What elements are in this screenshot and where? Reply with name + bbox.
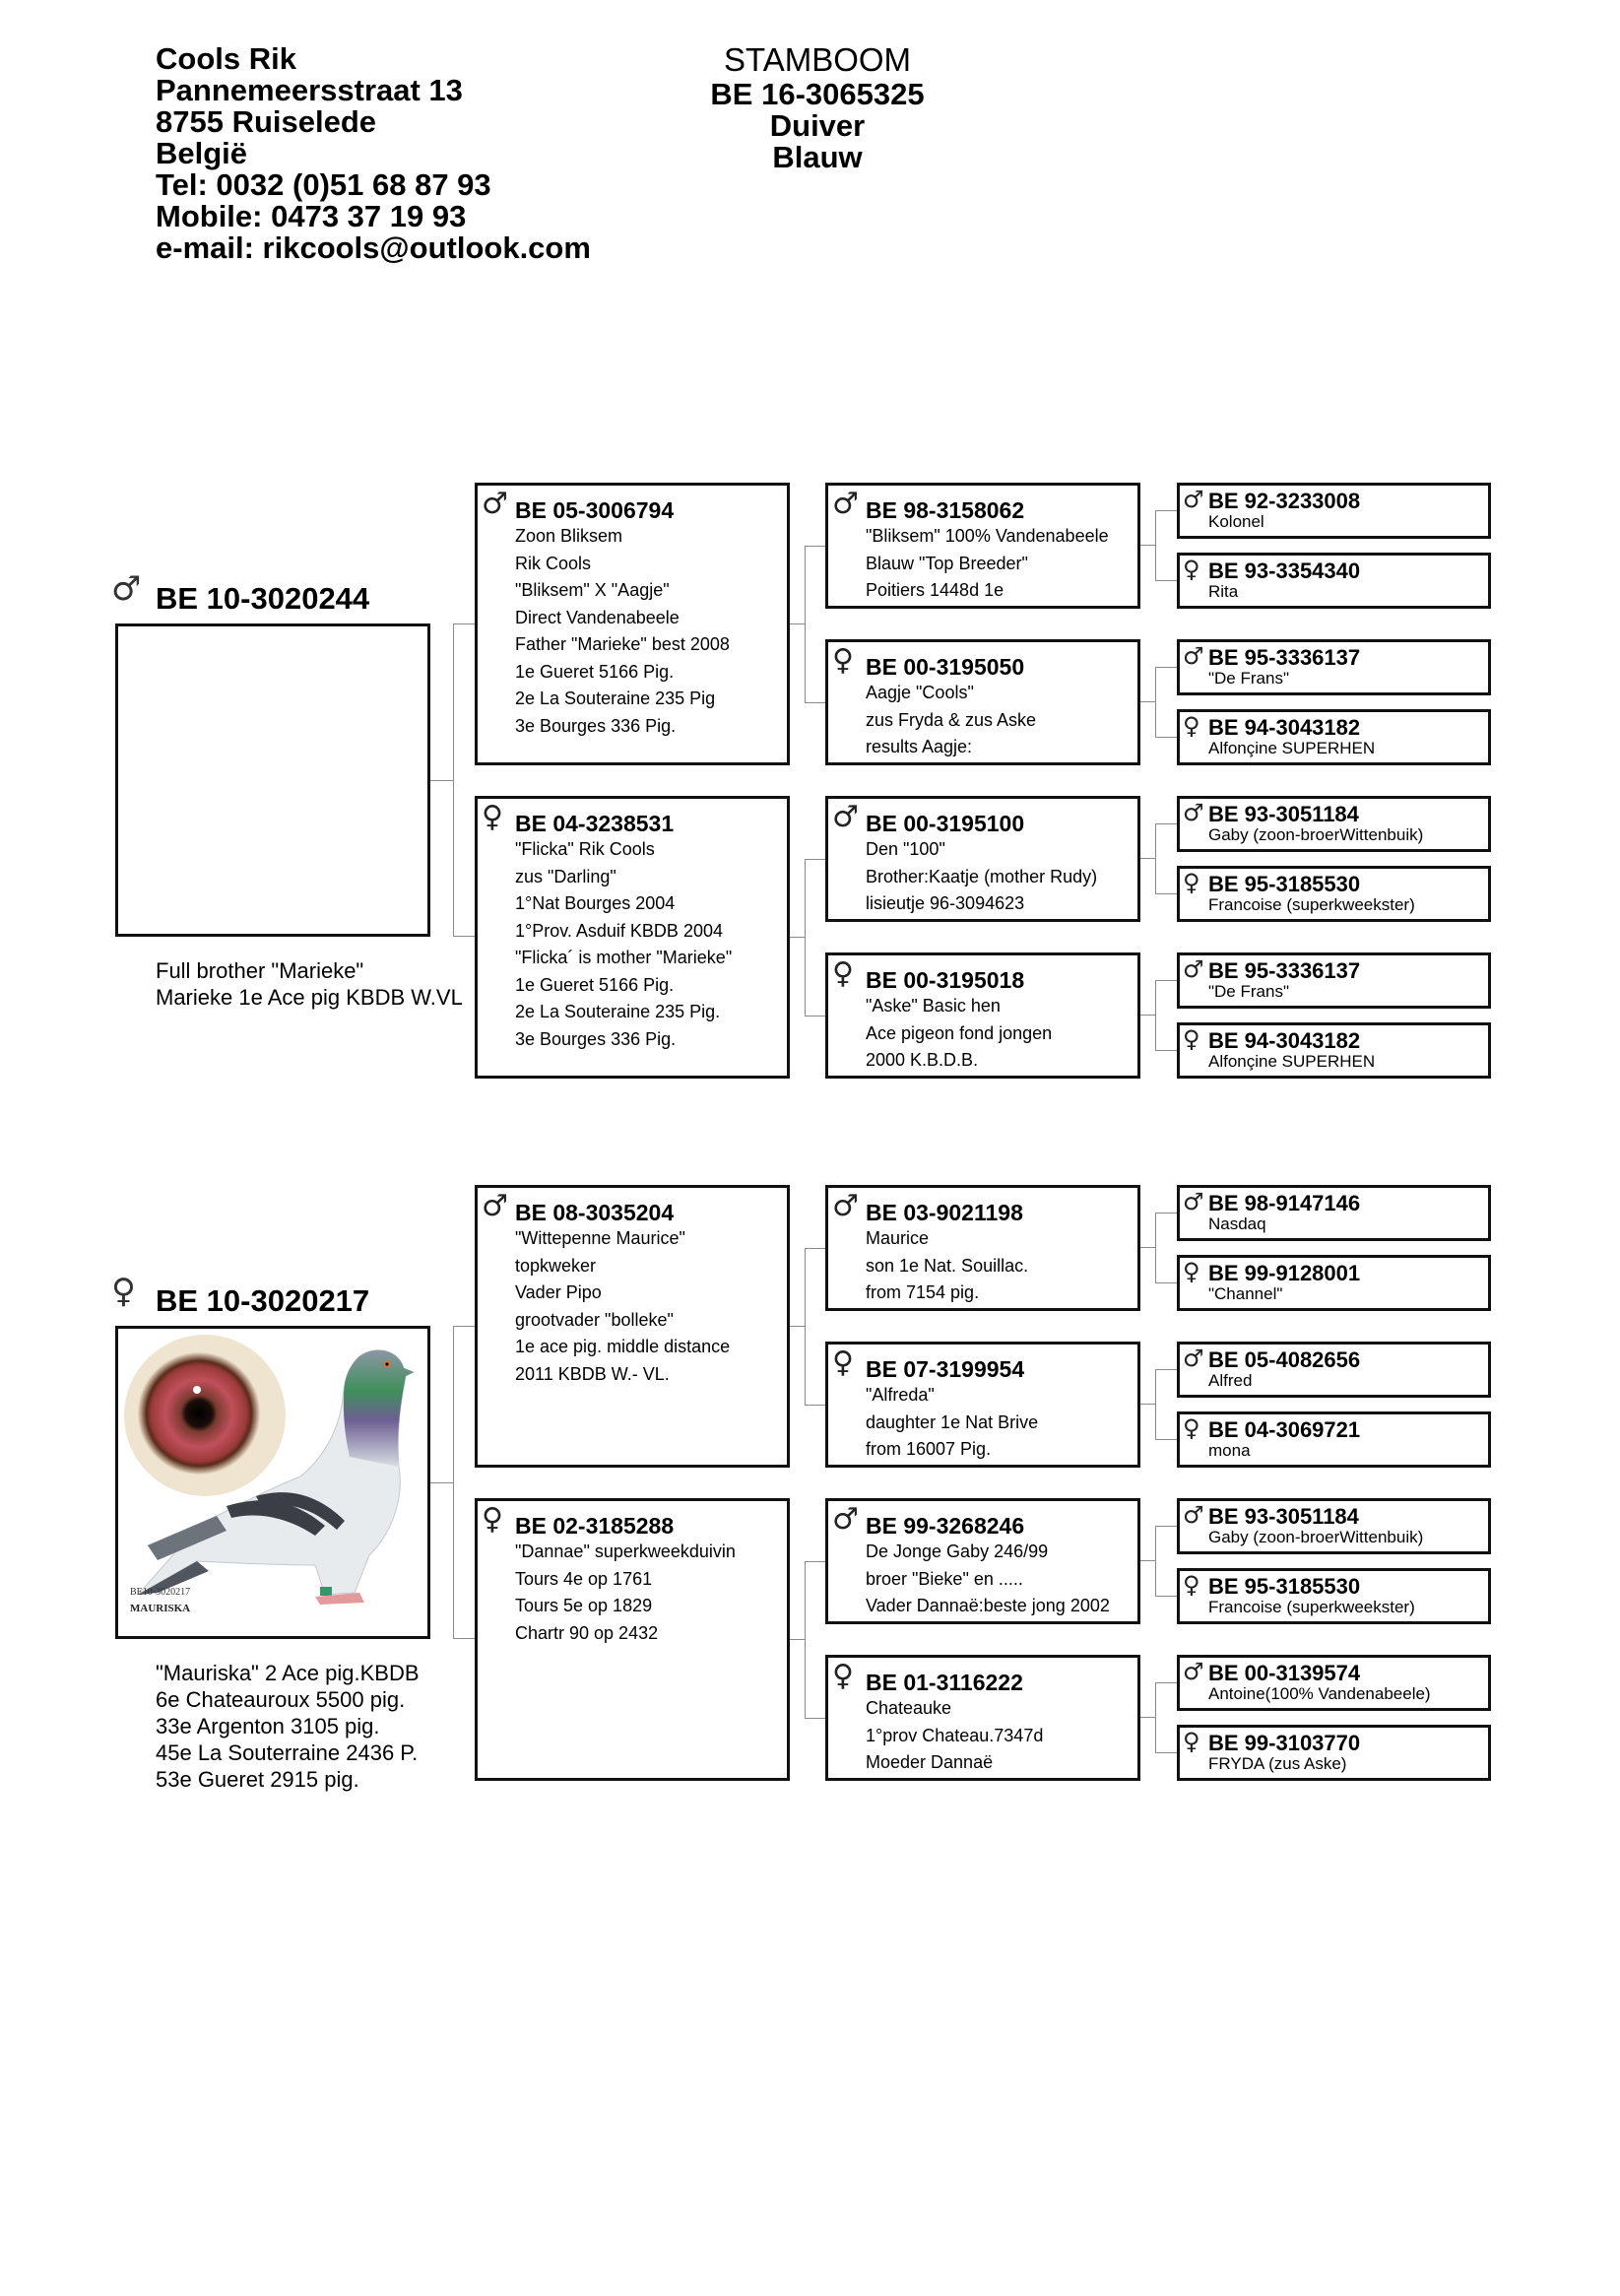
detail-line: Blauw "Top Breeder" <box>866 553 1028 573</box>
ring-number: BE 03-9021198 <box>866 1200 1023 1225</box>
connector-line <box>805 1561 825 1562</box>
detail-line: "Aske" Basic hen <box>866 996 1001 1016</box>
ring-number: BE 05-4082656 <box>1208 1347 1361 1372</box>
pedigree-card-grandparent[interactable] <box>825 483 1140 609</box>
connector-line <box>1140 545 1156 546</box>
card-note: Gaby (zoon-broerWittenbuik) <box>1208 1528 1424 1546</box>
detail-line: "Bliksem" 100% Vandenabeele <box>866 526 1109 546</box>
pedigree-title: STAMBOOM <box>723 41 912 78</box>
detail-line: 1°Prov. Asduif KBDB 2004 <box>515 920 723 941</box>
owner-country: België <box>156 136 248 170</box>
pedigree-card-dam[interactable] <box>475 1498 790 1781</box>
card-note: Francoise (superkweekster) <box>1208 1598 1415 1616</box>
detail-line: daughter 1e Nat Brive <box>866 1411 1039 1432</box>
female-icon: ♀ <box>1183 1728 1200 1755</box>
subject-remarks <box>156 1660 420 1793</box>
male-icon: ♂ <box>482 487 508 521</box>
connector-line <box>1155 510 1156 580</box>
connector-line <box>805 1405 825 1406</box>
detail-line: Maurice <box>866 1228 930 1248</box>
connector-line <box>453 623 475 624</box>
owner-mobile: Mobile: 0473 37 19 93 <box>156 199 467 233</box>
ring-number: BE 04-3069721 <box>1208 1417 1361 1442</box>
detail-line: 1e Gueret 5166 Pig. <box>515 974 675 995</box>
ring-number: BE 99-9128001 <box>1208 1261 1361 1285</box>
female-icon: ♀ <box>482 1502 503 1537</box>
ring-number: BE 01-3116222 <box>866 1670 1023 1695</box>
male-icon: ♂ <box>1183 1188 1204 1215</box>
remark-line: 33e Argenton 3105 pig. <box>156 1714 380 1738</box>
card-note: Alfonçine SUPERHEN <box>1208 739 1376 757</box>
ring-number: BE 04-3238531 <box>515 811 675 836</box>
detail-line: 1e ace pig. middle distance <box>515 1337 731 1356</box>
connector-line <box>1140 1560 1156 1561</box>
detail-line: 3e Bourges 336 Pig. <box>515 715 677 736</box>
connector-line <box>1155 1282 1177 1283</box>
remark-line: 6e Chateauroux 5500 pig. <box>156 1687 406 1712</box>
connector-line <box>1155 1682 1177 1683</box>
pedigree-card-grandparent[interactable] <box>825 1498 1140 1624</box>
detail-line: "Flicka´ is mother "Marieke" <box>515 948 733 967</box>
detail-line: from 7154 pig. <box>866 1282 980 1302</box>
detail-line: 2000 K.B.D.B. <box>866 1050 979 1070</box>
connector-line <box>1155 510 1177 511</box>
detail-line: Tours 5e op 1829 <box>515 1596 653 1615</box>
connector-line <box>430 1482 454 1483</box>
subject-ring: BE 10-3020244 <box>156 581 370 616</box>
female-icon: ♀ <box>1183 869 1200 896</box>
remark-line: "Mauriska" 2 Ace pig.KBDB <box>156 1661 420 1685</box>
pedigree-card-great-grandparent[interactable] <box>1177 1411 1491 1468</box>
connector-line <box>805 546 825 547</box>
card-note: Kolonel <box>1208 512 1264 531</box>
ring-number: BE 94-3043182 <box>1208 715 1361 740</box>
connector-line <box>790 623 806 624</box>
ring-number: BE 95-3336137 <box>1208 645 1361 670</box>
ring-number: BE 07-3199954 <box>866 1356 1025 1382</box>
ring-number: BE 95-3185530 <box>1208 1574 1361 1599</box>
ring-number: BE 92-3233008 <box>1208 489 1361 513</box>
ring-number: BE 93-3354340 <box>1208 558 1361 583</box>
detail-line: 2e La Souteraine 235 Pig <box>515 689 716 708</box>
owner-name: Cools Rik <box>156 41 296 76</box>
detail-line: zus "Darling" <box>515 866 616 886</box>
connector-line <box>453 1326 475 1327</box>
detail-line: 1°prov Chateau.7347d <box>866 1725 1044 1745</box>
card-note: "Channel" <box>1208 1284 1283 1303</box>
connector-line <box>805 546 806 702</box>
detail-line: 1°Nat Bourges 2004 <box>515 893 676 913</box>
male-icon: ♂ <box>832 1502 859 1537</box>
connector-line <box>453 1326 454 1639</box>
connector-line <box>1155 1682 1156 1752</box>
ring-number: BE 05-3006794 <box>515 497 675 523</box>
pedigree-card-great-grandparent[interactable] <box>1177 1185 1491 1241</box>
connector-line <box>805 1561 806 1718</box>
remark-line: Full brother "Marieke" <box>156 958 364 983</box>
pedigree-card-great-grandparent[interactable] <box>1177 483 1491 539</box>
detail-line: "Alfreda" <box>866 1385 935 1405</box>
connector-line <box>1155 1213 1156 1282</box>
ring-number: BE 00-3195100 <box>866 811 1025 836</box>
female-icon: ♀ <box>1183 1258 1200 1285</box>
detail-line: 2e La Souteraine 235 Pig. <box>515 1002 721 1021</box>
detail-line: 1e Gueret 5166 Pig. <box>515 661 675 682</box>
detail-line: Vader Dannaë:beste jong 2002 <box>866 1596 1110 1615</box>
detail-line: Den "100" <box>866 839 945 859</box>
male-icon: ♂ <box>1183 642 1204 670</box>
card-note: "De Frans" <box>1208 669 1289 688</box>
card-details <box>515 1225 730 1388</box>
card-note: Gaby (zoon-broerWittenbuik) <box>1208 825 1424 844</box>
ring-number: BE 98-9147146 <box>1208 1191 1361 1215</box>
female-icon: ♀ <box>832 1345 854 1380</box>
detail-line: Tours 4e op 1761 <box>515 1568 653 1589</box>
ring-number: BE 00-3139574 <box>1208 1661 1361 1685</box>
pedigree-card-grandparent[interactable] <box>825 1655 1140 1781</box>
connector-line <box>1155 1752 1177 1753</box>
female-icon: ♀ <box>1183 1025 1200 1053</box>
subject-ring: BE 10-3020217 <box>156 1283 370 1318</box>
ring-number: BE 99-3103770 <box>1208 1731 1361 1755</box>
card-details <box>866 1225 1028 1307</box>
card-details <box>866 1539 1110 1620</box>
card-details <box>866 523 1109 605</box>
detail-line: Direct Vandenabeele <box>515 607 680 627</box>
owner-phone: Tel: 0032 (0)51 68 87 93 <box>156 167 491 202</box>
card-note: FRYDA (zus Aske) <box>1208 1754 1347 1773</box>
card-details <box>515 1539 736 1647</box>
pedigree-card-great-grandparent[interactable] <box>1177 1655 1491 1711</box>
connector-line <box>1155 667 1177 668</box>
photo-caption-ring: BE10-3020217 <box>130 1587 191 1598</box>
ring-number: BE 94-3043182 <box>1208 1028 1361 1053</box>
male-icon: ♂ <box>1183 1501 1204 1529</box>
male-icon: ♂ <box>482 1189 508 1223</box>
connector-line <box>790 1639 806 1640</box>
female-icon: ♀ <box>1183 1414 1200 1442</box>
detail-line: from 16007 Pig. <box>866 1439 992 1459</box>
ring-number: BE 08-3035204 <box>515 1200 675 1225</box>
connector-line <box>1155 1439 1177 1440</box>
connector-line <box>790 1326 806 1327</box>
ring-number: BE 93-3051184 <box>1208 802 1359 826</box>
detail-line: Ace pigeon fond jongen <box>866 1022 1053 1043</box>
card-note: Rita <box>1208 582 1239 601</box>
owner-street: Pannemeersstraat 13 <box>156 73 463 107</box>
subject-ring: BE 16-3065325 <box>710 77 925 111</box>
owner-email: e-mail: rikcools@outlook.com <box>156 230 591 265</box>
male-icon: ♂ <box>1183 799 1204 826</box>
detail-line: zus Fryda & zus Aske <box>866 709 1037 730</box>
pedigree-card-grandparent[interactable] <box>825 1185 1140 1311</box>
male-icon: ♂ <box>1183 486 1204 513</box>
female-icon: ♀ <box>1183 1571 1200 1599</box>
female-icon: ♀ <box>832 1659 854 1693</box>
male-icon: ♂ <box>832 800 859 834</box>
ring-number: BE 93-3051184 <box>1208 1504 1359 1529</box>
subject-color: Blauw <box>772 140 863 174</box>
ring-number: BE 95-3185530 <box>1208 872 1361 896</box>
connector-line <box>1140 1717 1156 1718</box>
remark-line: 45e La Souterraine 2436 P. <box>156 1740 419 1765</box>
ring-number: BE 99-3268246 <box>866 1513 1025 1539</box>
ring-number: BE 02-3185288 <box>515 1513 675 1539</box>
card-note: Francoise (superkweekster) <box>1208 895 1415 914</box>
pedigree-card-great-grandparent[interactable] <box>1177 553 1491 609</box>
connector-line <box>805 1248 806 1405</box>
connector-line <box>1155 1369 1156 1439</box>
card-note: Alfred <box>1208 1371 1253 1390</box>
ring-number: BE 98-3158062 <box>866 497 1025 523</box>
detail-line: 3e Bourges 336 Pig. <box>515 1028 677 1049</box>
detail-line: "Flicka" Rik Cools <box>515 839 655 859</box>
pigeon-photo <box>115 1326 430 1639</box>
connector-line <box>805 1718 825 1719</box>
connector-line <box>1155 1213 1177 1214</box>
detail-line: "Dannae" superkweekduivin <box>515 1542 736 1561</box>
photo-caption-name: MAURISKA <box>130 1603 191 1614</box>
detail-line: De Jonge Gaby 246/99 <box>866 1542 1049 1561</box>
detail-line: topkweker <box>515 1255 597 1276</box>
connector-line <box>1155 580 1177 581</box>
detail-line: "Wittepenne Maurice" <box>515 1228 685 1248</box>
female-icon: ♀ <box>1183 556 1200 583</box>
detail-line: "Bliksem" X "Aagje" <box>515 580 670 600</box>
detail-line: broer "Bieke" en ..... <box>866 1568 1023 1589</box>
subject-species: Duiver <box>769 108 866 143</box>
detail-line: Vader Pipo <box>515 1282 602 1302</box>
card-note: Alfonçine SUPERHEN <box>1208 1052 1376 1071</box>
detail-line: results Aagje: <box>866 737 973 756</box>
detail-line: 2011 KBDB W.- VL. <box>515 1363 670 1384</box>
detail-line: son 1e Nat. Souillac. <box>866 1255 1029 1276</box>
male-icon: ♂ <box>832 487 859 521</box>
card-note: Nasdaq <box>1208 1214 1266 1233</box>
detail-line: Father "Marieke" best 2008 <box>515 634 730 654</box>
pedigree-card-sire[interactable] <box>475 1185 790 1468</box>
female-icon: ♀ <box>832 956 854 991</box>
detail-line: grootvader "bolleke" <box>515 1309 674 1330</box>
female-icon: ♀ <box>1183 712 1200 740</box>
female-icon: ♀ <box>482 800 503 834</box>
detail-line: Rik Cools <box>515 553 592 573</box>
male-icon: ♂ <box>1183 955 1204 983</box>
pedigree-card-grandparent[interactable] <box>825 1342 1140 1468</box>
detail-line: Chateauke <box>866 1698 952 1718</box>
card-note: Antoine(100% Vandenabeele) <box>1208 1684 1431 1703</box>
detail-line: Moeder Dannaë <box>866 1752 994 1772</box>
ring-number: BE 95-3336137 <box>1208 958 1361 983</box>
detail-line: lisieutje 96-3094623 <box>866 893 1025 913</box>
card-details <box>866 1382 1038 1464</box>
card-details <box>866 1695 1043 1777</box>
detail-line: Aagje "Cools" <box>866 683 974 702</box>
connector-line <box>1155 1526 1156 1596</box>
pedigree-card-great-grandparent[interactable] <box>1177 1725 1491 1781</box>
female-icon: ♀ <box>111 1272 136 1311</box>
pedigree-card-great-grandparent[interactable] <box>1177 1255 1491 1311</box>
detail-line: Brother:Kaatje (mother Rudy) <box>866 866 1098 886</box>
owner-city: 8755 Ruiselede <box>156 104 377 139</box>
detail-line: Zoon Bliksem <box>515 526 623 546</box>
male-icon: ♂ <box>1183 1658 1204 1685</box>
pedigree-card-great-grandparent[interactable] <box>1177 1568 1491 1624</box>
female-icon: ♀ <box>832 643 854 678</box>
connector-line <box>1140 1404 1156 1405</box>
card-note: "De Frans" <box>1208 982 1289 1001</box>
connector-line <box>805 1248 825 1249</box>
detail-line: Chartr 90 op 2432 <box>515 1622 659 1643</box>
connector-line <box>1155 1526 1177 1527</box>
connector-line <box>1155 1369 1177 1370</box>
male-icon: ♂ <box>832 1189 859 1223</box>
ring-number: BE 00-3195050 <box>866 654 1025 680</box>
ring-number: BE 00-3195018 <box>866 967 1025 993</box>
mother-section <box>0 702 1620 1884</box>
remark-line: Marieke 1e Ace pig KBDB W.VL <box>156 985 463 1010</box>
pedigree-card-great-grandparent[interactable] <box>1177 1498 1491 1554</box>
male-icon: ♂ <box>111 569 142 609</box>
male-icon: ♂ <box>1183 1345 1204 1372</box>
pedigree-card-great-grandparent[interactable] <box>1177 639 1491 695</box>
card-note: mona <box>1208 1441 1251 1460</box>
connector-line <box>1155 1596 1177 1597</box>
connector-line <box>1140 1247 1156 1248</box>
detail-line: Poitiers 1448d 1e <box>866 580 1004 600</box>
pedigree-card-great-grandparent[interactable] <box>1177 1342 1491 1398</box>
connector-line <box>453 1638 475 1639</box>
remark-line: 53e Gueret 2915 pig. <box>156 1767 359 1792</box>
